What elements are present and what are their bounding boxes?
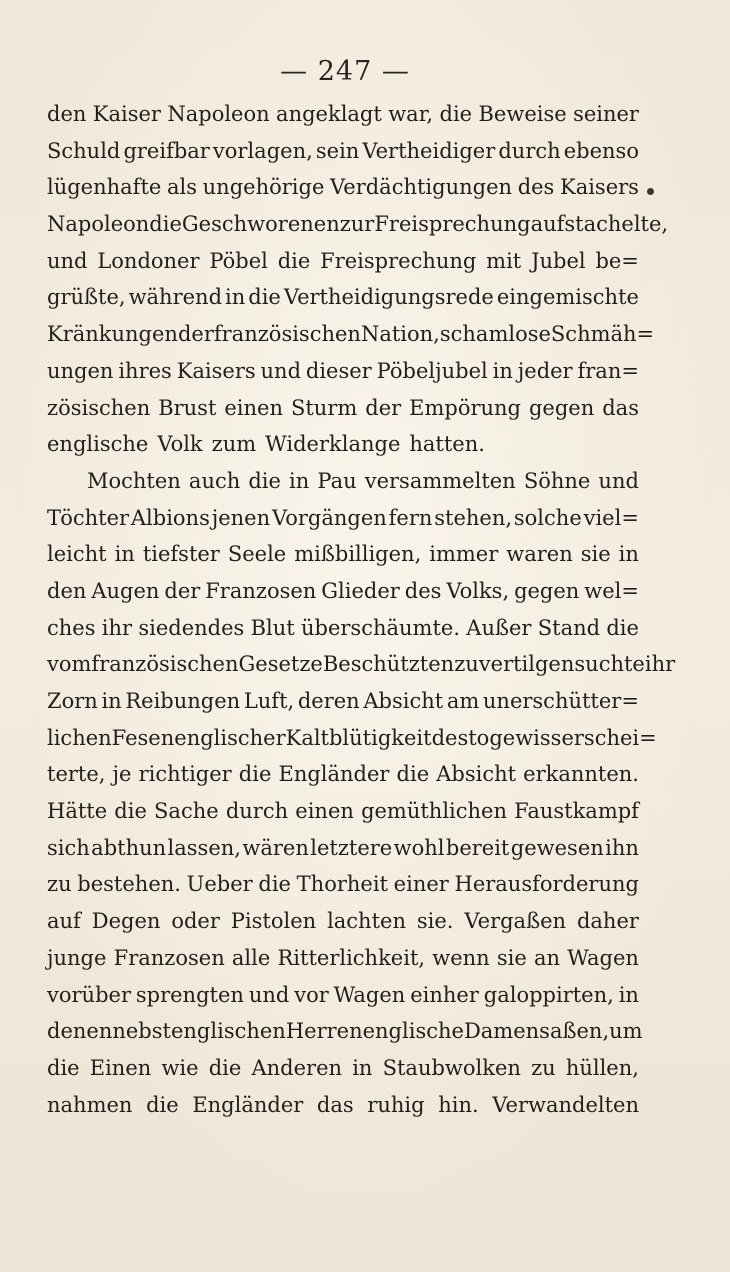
word: Albions (130, 505, 210, 530)
text-line (47, 133, 639, 170)
word: Napoleon (47, 212, 150, 237)
word: junge (47, 945, 107, 970)
text-line (47, 756, 639, 793)
word: Beweise (478, 102, 567, 126)
word: hüllen, (565, 1055, 639, 1080)
word: den (47, 102, 87, 126)
word: das (316, 1092, 354, 1117)
word: den (47, 578, 87, 603)
word: des (517, 175, 555, 200)
word: fern (388, 505, 433, 530)
word: die (606, 615, 639, 640)
word: wohl (393, 835, 445, 860)
word: Herausforderung (454, 872, 639, 897)
word: Freisprechung (320, 248, 477, 273)
text-line (47, 977, 639, 1014)
word: versammelten (364, 468, 516, 493)
word: ungen (47, 358, 114, 383)
word: englischen (170, 1019, 286, 1044)
text-line (47, 1013, 643, 1050)
word: mißbilligen, (294, 542, 422, 567)
word: ihr (101, 615, 133, 640)
word: Engländer (278, 762, 390, 787)
word: Empörung (409, 395, 522, 420)
word: Vergaßen (464, 909, 567, 934)
text-line (47, 536, 639, 573)
word: vorüber (47, 982, 131, 1007)
word: siedendes (138, 615, 245, 640)
word: angeklagt (276, 102, 382, 126)
word: Verwandelten (492, 1092, 639, 1117)
word: sich (47, 835, 90, 860)
word: seiner (573, 102, 639, 126)
word: englische (47, 432, 149, 457)
word: bereit (445, 835, 510, 860)
word: Anderen (251, 1055, 343, 1080)
word: einen (224, 395, 283, 420)
word: Staubwolken (382, 1055, 521, 1080)
word: und (47, 248, 88, 273)
word: war, (388, 102, 434, 126)
word: Kaisers (560, 175, 639, 200)
word: in (618, 542, 639, 567)
word: die (248, 285, 281, 310)
word: greifbar (123, 138, 210, 163)
word: viel= (583, 505, 639, 530)
word: die (238, 762, 272, 787)
word: waren (506, 542, 573, 567)
word: Kaiser (92, 102, 161, 126)
word: englischer (174, 725, 286, 750)
text-line (47, 463, 639, 500)
word: sie. (416, 909, 454, 934)
word: durch (225, 799, 289, 824)
word: einen (295, 799, 354, 824)
word: die (248, 468, 281, 493)
word: Kränkungen (47, 322, 178, 347)
word: um (609, 1019, 643, 1044)
word: in (101, 689, 122, 713)
word: vorlagen, (212, 138, 313, 163)
word: englische (362, 1019, 464, 1044)
word: das (602, 395, 639, 420)
word: einher (410, 982, 479, 1007)
word: die (439, 102, 473, 126)
word: und (248, 982, 290, 1007)
word: denen (47, 1019, 113, 1044)
text-line (47, 610, 639, 647)
word: Sache (154, 799, 219, 824)
word: Londoner (97, 248, 200, 273)
word: Damen (463, 1019, 540, 1044)
word: Degen (91, 909, 161, 934)
word: eingemischte (496, 285, 639, 310)
word: be= (595, 248, 639, 273)
word: stehen, (434, 505, 513, 530)
word: wie (161, 1055, 199, 1080)
word: Pau (317, 468, 357, 493)
word: und (598, 468, 639, 493)
word: sein (315, 138, 360, 163)
word: ihr (644, 652, 676, 677)
word: Ueber (186, 872, 253, 897)
word: Schmäh= (550, 322, 655, 347)
text-line (47, 903, 639, 940)
text-line (47, 243, 639, 280)
word: die (146, 1092, 179, 1117)
word: Herren (285, 1019, 363, 1044)
word: Freisprechung (374, 212, 531, 237)
ink-speck (647, 188, 654, 195)
text-line (47, 1087, 639, 1124)
word: auch (188, 468, 241, 493)
word: der (164, 578, 201, 603)
word: sie (580, 542, 611, 567)
word: richtiger (138, 762, 232, 787)
word: jenen (211, 505, 271, 530)
word: lachten (327, 909, 406, 934)
word: Vorgängen (271, 505, 387, 530)
word: Beschützten (322, 652, 455, 677)
word: zur (339, 212, 375, 237)
word: Schuld (47, 138, 121, 163)
word: erkannten. (523, 762, 639, 787)
word: oder (171, 909, 220, 934)
word: zum (211, 432, 257, 457)
word: Töchter (47, 505, 130, 530)
word: Hätte (47, 799, 108, 824)
word: der (365, 395, 402, 420)
word: zu (47, 872, 72, 897)
text-line (47, 96, 639, 133)
word: jeder (517, 358, 573, 383)
word: Verdächtigungen (330, 175, 513, 200)
word: am (446, 689, 480, 713)
word: Geschworenen (181, 212, 340, 237)
word: schei= (583, 725, 657, 750)
word: zösischen (47, 395, 151, 420)
word: schamlose (439, 322, 551, 347)
word: vor (294, 982, 329, 1007)
word: Mochten (87, 468, 181, 493)
word: dieser (305, 358, 372, 383)
word: wel= (584, 578, 639, 603)
word: Thorheit (296, 872, 388, 897)
text-line (47, 940, 639, 977)
word: Einen (89, 1055, 152, 1080)
word: in (114, 542, 135, 567)
word: ebenso (563, 138, 639, 163)
word: Absicht (363, 689, 444, 713)
word: aufstachelte, (530, 212, 669, 237)
word: Pistolen (230, 909, 317, 934)
word: in (225, 285, 246, 310)
word: ihres (118, 358, 172, 383)
word: Zorn (47, 689, 98, 713)
word: fran= (577, 358, 639, 383)
text-line (47, 353, 639, 390)
word: der (177, 322, 214, 347)
word: terte, (47, 762, 106, 787)
text-line (47, 1050, 639, 1087)
word: Brust (158, 395, 217, 420)
word: Volks, (446, 578, 510, 603)
word: die (149, 212, 182, 237)
word: einer (393, 872, 449, 897)
word: abthun (91, 835, 167, 860)
word: in (492, 358, 513, 383)
text-line (47, 830, 639, 867)
word: hatten. (409, 432, 485, 457)
word: überschäumte. (301, 615, 460, 640)
word: lügenhafte (47, 175, 162, 200)
word: Franzosen (205, 578, 317, 603)
word: die (208, 1055, 242, 1080)
word: wären (242, 835, 309, 860)
word: in (352, 1055, 373, 1080)
word: die (114, 799, 147, 824)
word: ches (47, 615, 96, 640)
word: auf (47, 909, 81, 934)
text-line (47, 500, 639, 537)
word: Sturm (290, 395, 358, 420)
word: leicht (47, 542, 107, 567)
word: Luft, (243, 689, 295, 713)
word: während (128, 285, 223, 310)
word: mit (486, 248, 522, 273)
word: durch (498, 138, 561, 163)
word: ungehörige (202, 175, 325, 200)
word: französischen (213, 322, 361, 347)
word: suchte (574, 652, 645, 677)
word: des (404, 578, 442, 603)
word: Franzosen (113, 945, 225, 970)
word: Pöbeljubel (376, 358, 488, 383)
word: als (166, 175, 197, 200)
word: gegen (528, 395, 595, 420)
text-line (47, 316, 655, 353)
word: vom (47, 652, 92, 677)
word: Gesetze (238, 652, 323, 677)
word: wenn (432, 945, 490, 970)
word: unerschütter= (482, 689, 639, 713)
word: hin. (438, 1092, 479, 1117)
word: desto (431, 725, 490, 750)
word: gegen (514, 578, 580, 603)
word: Kaisers (176, 358, 256, 383)
word: Glieder (321, 578, 400, 603)
word: nahmen (47, 1092, 133, 1117)
word: ruhig (367, 1092, 425, 1117)
text-line (47, 573, 639, 610)
word: Pöbel (209, 248, 268, 273)
word: lassen, (167, 835, 241, 860)
word: Engländer (192, 1092, 304, 1117)
word: die (47, 1055, 80, 1080)
word: Söhne (523, 468, 591, 493)
word: an (534, 945, 561, 970)
word: Wagen (567, 945, 639, 970)
text-line (47, 866, 639, 903)
word: je (112, 762, 132, 787)
text-line (47, 169, 639, 206)
word: zu (531, 1055, 556, 1080)
word: in (618, 982, 639, 1007)
text-line (47, 426, 639, 463)
word: saßen, (539, 1019, 610, 1044)
word: Augen (91, 578, 160, 603)
word: Wagen (333, 982, 406, 1007)
word: Stand (537, 615, 601, 640)
text-line (47, 683, 639, 720)
word: lichen (47, 725, 112, 750)
word: solche (513, 505, 582, 530)
word: galoppirten, (483, 982, 614, 1007)
word: Faustkampf (514, 799, 639, 824)
text-line (47, 793, 639, 830)
word: Vertheidigungsrede (283, 285, 494, 310)
word: nebst (112, 1019, 171, 1044)
word: vertilgen (478, 652, 575, 677)
body-text (47, 96, 676, 1123)
word: gemüthlichen (361, 799, 508, 824)
word: Seele (227, 542, 287, 567)
word: bestehen. (77, 872, 181, 897)
word: ihn (605, 835, 639, 860)
word: Napoleon (167, 102, 270, 126)
word: die (258, 872, 291, 897)
word: die (277, 248, 311, 273)
word: Widerklange (265, 432, 401, 457)
word: Vertheidiger (362, 138, 496, 163)
text-line (47, 279, 639, 316)
word: Fesen (111, 725, 175, 750)
word: tiefster (142, 542, 220, 567)
word: gewesen (510, 835, 604, 860)
word: Volk (157, 432, 203, 457)
word: deren (297, 689, 360, 713)
word: Jubel (531, 248, 586, 273)
word: in (289, 468, 310, 493)
word: französischen (91, 652, 239, 677)
word: alle (231, 945, 271, 970)
text-line (47, 646, 676, 683)
word: letztere (310, 835, 393, 860)
text-line (47, 720, 657, 757)
word: zu (454, 652, 479, 677)
word: Außer (466, 615, 532, 640)
word: Blut (250, 615, 295, 640)
word: sie (496, 945, 527, 970)
word: und (260, 358, 302, 383)
word: die (396, 762, 430, 787)
word: gewisser (489, 725, 584, 750)
word: Nation, (360, 322, 440, 347)
word: daher (576, 909, 639, 934)
word: Ritterlichkeit, (277, 945, 426, 970)
word: Absicht (436, 762, 517, 787)
word: grüßte, (47, 285, 126, 310)
word: Reibungen (125, 689, 241, 713)
page-number: — 247 — (280, 56, 410, 87)
word: sprengten (135, 982, 244, 1007)
text-line (47, 206, 669, 243)
word: immer (429, 542, 499, 567)
word: Kaltblütigkeit (285, 725, 432, 750)
text-line (47, 390, 639, 427)
